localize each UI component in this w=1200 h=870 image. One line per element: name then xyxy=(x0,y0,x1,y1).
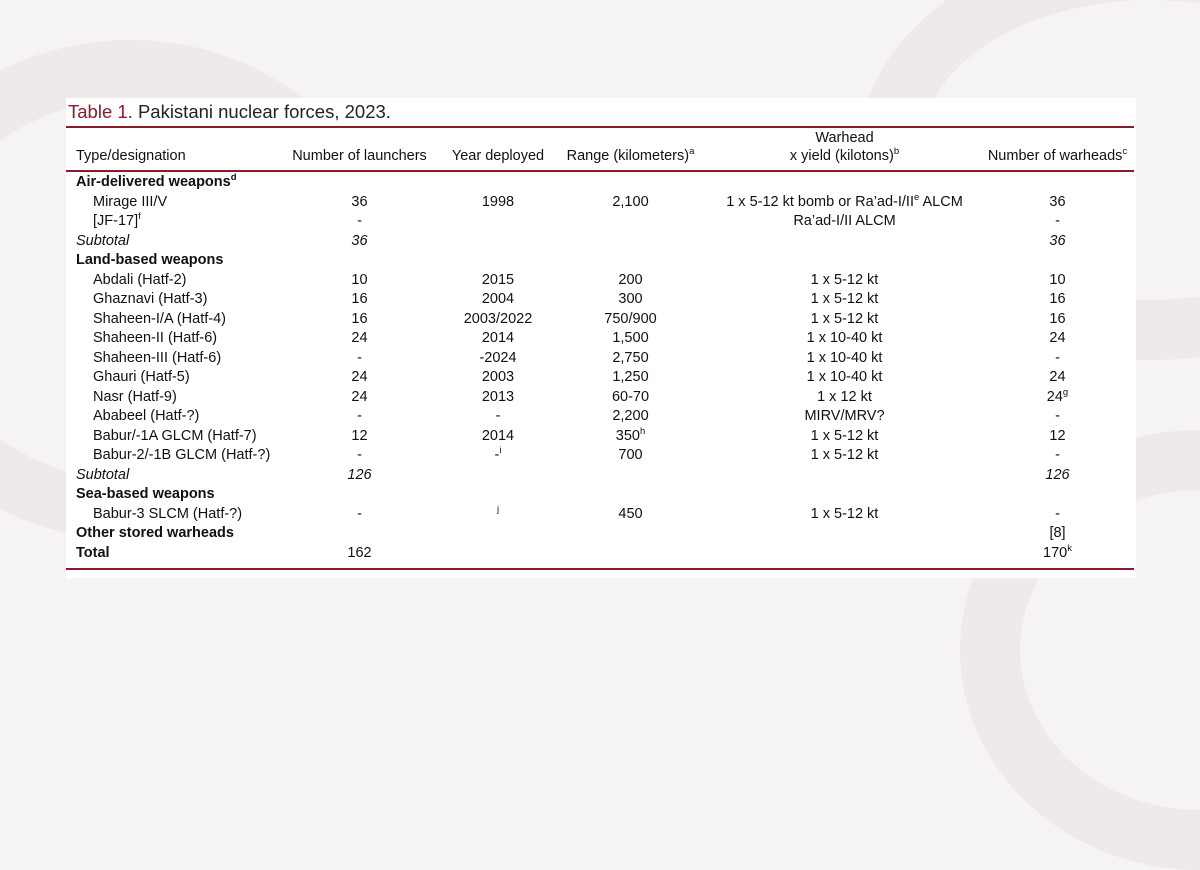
footnote-marker: k xyxy=(1067,542,1072,554)
table-cell: Nasr (Hatf-9) xyxy=(93,388,177,405)
table-cell: 2003/2022 xyxy=(463,310,533,327)
table-cell: 1 x 5-12 kt xyxy=(810,271,879,288)
table-cell: 750/900 xyxy=(604,310,657,327)
table-cell xyxy=(443,544,553,564)
table-cell: 24 xyxy=(1049,369,1066,385)
table-cell: 10 xyxy=(351,271,368,288)
table-cell: - xyxy=(357,505,362,522)
table-cell: Mirage III/V xyxy=(93,193,168,210)
table-cell: 60-70 xyxy=(611,388,650,405)
table-cell: 700 xyxy=(618,447,643,463)
col-header-year: Year deployed xyxy=(451,148,545,164)
table-cell: Shaheen-II (Hatf-6) xyxy=(93,330,218,346)
table-number: Table 1. xyxy=(68,101,133,122)
table-cell: [8] xyxy=(1049,525,1066,541)
table-cell: Babur-3 SLCM (Hatf-?) xyxy=(93,505,243,522)
table-row xyxy=(66,427,1134,447)
table-cell: Babur-2/-1B GLCM (Hatf-?) xyxy=(93,447,271,463)
table-cell: 1 x 5-12 kt xyxy=(810,291,879,307)
footnote-marker: g xyxy=(1062,386,1069,398)
table-cell: 126 xyxy=(347,466,372,483)
table-cell: 300 xyxy=(618,291,643,307)
table-caption: Pakistani nuclear forces, 2023. xyxy=(137,101,391,122)
table-row xyxy=(66,212,1134,232)
section-heading-land: Land-based weapons xyxy=(76,252,224,268)
footnote-marker: b xyxy=(893,146,900,157)
table-cell xyxy=(443,505,553,525)
table-cell: $[JF-17]^f$ xyxy=(93,211,141,229)
table-cell: Subtotal xyxy=(76,466,130,483)
footnote-marker: i xyxy=(499,445,502,456)
subtotal-row xyxy=(66,466,1134,486)
table-cell: Other stored warheads xyxy=(76,525,234,541)
col-header-launchers: Number of launchers xyxy=(292,148,427,164)
table-cell: 24 xyxy=(351,369,368,385)
table-cell: Ghauri (Hatf-5) xyxy=(93,369,190,385)
table-cell: - xyxy=(1055,349,1060,366)
table-cell: MIRV/MRV? xyxy=(804,408,885,424)
section-heading-air: Air-delivered weapons$^d$ xyxy=(76,172,237,190)
table-cell: - xyxy=(357,349,362,366)
table-cell: Shaheen-I/A (Hatf-4) xyxy=(93,310,226,327)
section-heading-row xyxy=(66,173,1134,193)
table-row xyxy=(66,349,1134,369)
table-cell: 2,750 xyxy=(612,349,649,366)
table-cell: 2003 xyxy=(481,369,515,385)
table-cell: Shaheen-III (Hatf-6) xyxy=(93,349,222,366)
table-cell: 170$^k$ xyxy=(1043,542,1072,561)
table-row xyxy=(66,505,1134,525)
table-cell: 450 xyxy=(618,505,643,522)
footnote-marker: h xyxy=(639,425,646,437)
table-cell: - xyxy=(1055,505,1060,522)
table-cell xyxy=(708,544,981,564)
table-cell: 1 x 5-12 kt xyxy=(810,427,879,444)
table-cell: 1 x 5-12 kt xyxy=(810,310,879,327)
col-header-warhead: Warhead x yield (kilotons)$^b$ xyxy=(789,130,900,164)
table-cell: 2013 xyxy=(481,388,515,405)
table-cell: 1 x 10-40 kt xyxy=(806,369,883,385)
footnote-marker: a xyxy=(689,146,695,157)
table-cell: 24 xyxy=(351,388,368,405)
table-cell xyxy=(443,524,553,544)
table-cell: Abdali (Hatf-2) xyxy=(93,271,187,288)
table-row xyxy=(66,329,1134,349)
table-cell xyxy=(553,232,708,252)
footnote-marker: j xyxy=(496,503,500,515)
table-row xyxy=(66,407,1134,427)
col-header-type: Type/designation xyxy=(76,148,186,164)
footnote-marker: c xyxy=(1122,146,1128,157)
total-row xyxy=(66,544,1134,564)
table-cell: 12 xyxy=(1049,427,1066,444)
table-cell: 2,200 xyxy=(612,408,649,424)
table-cell: - xyxy=(1055,213,1060,229)
table-row xyxy=(66,271,1134,291)
table-card xyxy=(66,98,1136,578)
table-cell: - xyxy=(1055,408,1060,424)
table-cell xyxy=(553,466,708,486)
table-title xyxy=(68,101,391,123)
table-cell: 1,250 xyxy=(612,369,649,385)
col-header-range: Range (kilometers)$^a$ xyxy=(566,146,695,164)
table-cell: 1 x 5-12 kt bomb or Ra’ad-I/IIe ALCM xyxy=(726,191,963,210)
subtotal-row xyxy=(66,232,1134,252)
table-cell: - xyxy=(357,408,362,424)
table-cell: 350$^h$ xyxy=(615,425,646,444)
table-cell xyxy=(553,524,708,544)
table-cell: 24$^g$ xyxy=(1046,386,1069,405)
section-heading-row xyxy=(66,251,1134,271)
table-cell: 1 x 10-40 kt xyxy=(806,330,883,346)
table-cell: 126 xyxy=(1045,466,1070,483)
table-cell: 24 xyxy=(1049,330,1066,346)
table-cell: 10 xyxy=(1049,271,1066,288)
table-cell: -2024 xyxy=(479,349,517,366)
table-row xyxy=(66,310,1134,330)
table-cell: Babur/-1A GLCM (Hatf-7) xyxy=(93,427,257,444)
footnote-marker: d xyxy=(230,172,237,183)
table-row xyxy=(66,446,1134,466)
table-cell: 2004 xyxy=(481,291,515,307)
table-cell xyxy=(708,524,981,544)
table-cell: 2014 xyxy=(481,427,515,444)
table-cell: 12 xyxy=(351,427,368,444)
table-cell: Ra’ad-I/II ALCM xyxy=(793,213,896,229)
table-cell xyxy=(708,232,981,252)
table-cell: 36 xyxy=(351,232,368,249)
table-cell: 16 xyxy=(1049,291,1066,307)
table-cell: 16 xyxy=(351,291,368,307)
nuclear-forces-table xyxy=(66,129,1134,563)
table-cell: 1 x 5-12 kt xyxy=(810,447,879,463)
table-row xyxy=(66,290,1134,310)
footnote-marker: f xyxy=(138,211,141,222)
table-cell: 1,500 xyxy=(612,330,649,346)
section-heading-row xyxy=(66,485,1134,505)
table-cell: -$^i$ xyxy=(494,445,502,463)
table-cell: 1 x 12 kt xyxy=(817,388,872,405)
table-cell: 2014 xyxy=(481,330,515,346)
table-cell xyxy=(553,544,708,564)
table-cell: - xyxy=(357,447,362,463)
table-cell: 36 xyxy=(1049,232,1066,249)
table-cell: 24 xyxy=(351,330,368,346)
table-cell: Ababeel (Hatf-?) xyxy=(93,408,200,424)
table-cell xyxy=(443,232,553,252)
table-row xyxy=(66,193,1134,213)
other-row xyxy=(66,524,1134,544)
table-cell: 2,100 xyxy=(612,193,649,210)
table-cell: 16 xyxy=(351,310,368,327)
table-cell: Subtotal xyxy=(76,232,130,249)
table-cell xyxy=(276,524,443,544)
table-cell: 16 xyxy=(1049,310,1066,327)
table-cell: - xyxy=(357,213,362,229)
table-cell: 1 x 5-12 kt xyxy=(810,505,879,522)
table-cell: 1 x 10-40 kt xyxy=(806,349,883,366)
table-cell: 1998 xyxy=(481,193,515,210)
table-row xyxy=(66,388,1134,408)
table-cell xyxy=(443,466,553,486)
table-cell xyxy=(708,466,981,486)
table-cell: 2015 xyxy=(481,271,515,288)
table-cell: Total xyxy=(76,544,110,561)
section-heading-sea: Sea-based weapons xyxy=(76,486,215,502)
table-cell: 200 xyxy=(618,271,643,288)
table-cell: Ghaznavi (Hatf-3) xyxy=(93,291,208,307)
table-row xyxy=(66,368,1134,388)
bottom-rule xyxy=(66,568,1134,570)
table-cell: - xyxy=(495,408,501,424)
footnote-marker: e xyxy=(913,191,920,203)
header-row xyxy=(66,129,1134,167)
table-cell: 36 xyxy=(1049,193,1066,210)
table-cell: - xyxy=(1055,447,1060,463)
table-cell: 36 xyxy=(351,193,368,210)
table-cell xyxy=(443,212,553,232)
col-header-warheads: Number of warheads$^c$ xyxy=(987,146,1128,164)
table-cell: 162 xyxy=(347,544,372,561)
table-cell xyxy=(553,212,708,232)
top-rule xyxy=(66,126,1134,128)
